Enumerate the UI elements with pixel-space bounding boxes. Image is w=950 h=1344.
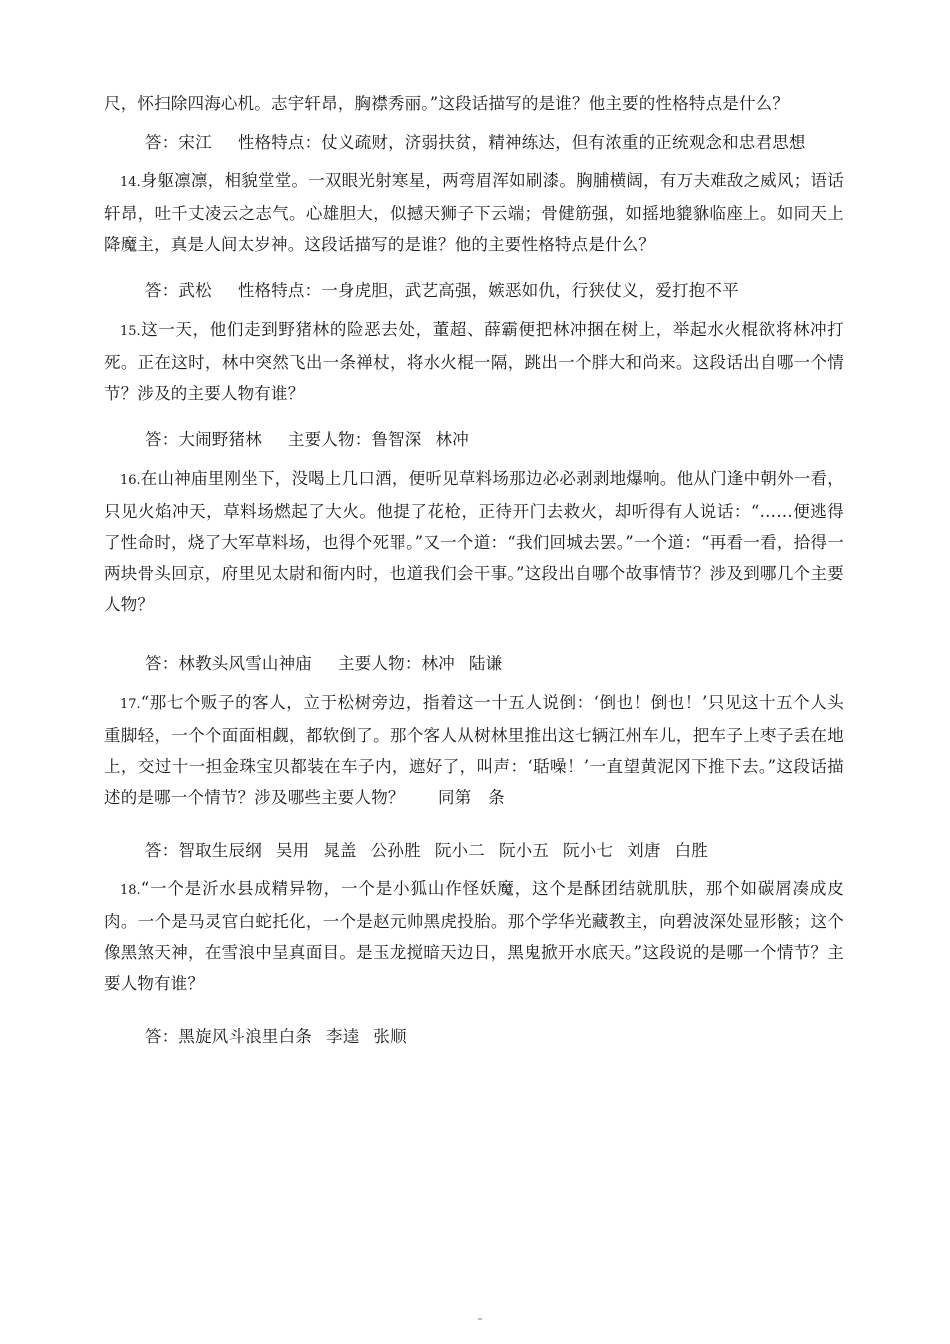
answer-13: 答：宋江 性格特点：仗义疏财，济弱扶贫，精神练达，但有浓重的正统观念和忠君思想	[145, 133, 806, 152]
question-16	[104, 463, 844, 620]
question-number: 18.	[120, 883, 141, 898]
question-number: 15.	[120, 324, 141, 339]
question-13-tail	[104, 88, 844, 119]
question-number: 17.	[120, 697, 141, 712]
answer-16: 答：林教头风雪山神庙 主要人物：林冲 陆谦	[145, 654, 503, 673]
question-number: 14.	[120, 175, 141, 190]
question-text: “一个是沂水县成精异物，一个是小狐山作怪妖魔，这个是酥团结就肌肤，那个如碳屑凑成皮肉。一个是马灵官白蛇托化，一个是赵元帅黑虎投胎。那个学华光藏教主，向碧波深处显形骸；这个像黑煞天神，在雪浪中呈真面目。是玉龙搅暗天边日，黑鬼掀开水底天。”这段说的是哪一个情节？主要人物有谁？	[104, 879, 844, 993]
question-text: 身躯凛凛，相貌堂堂。一双眼光射寒星，两弯眉浑如刷漆。胸脯横阔，有万夫难敌之威风；语话轩昂，吐千丈凌云之志气。心雄胆大，似撼天狮子下云端；骨健筋强，如摇地貔貅临座上。如同天上降魔主，真是人间太岁神。这段话描写的是谁？他的主要性格特点是什么？	[104, 171, 844, 254]
question-text: “那七个贩子的客人，立于松树旁边，指着这一十五人说倒：‘倒也！倒也！’只见这十五个人头重脚轻，一个个面面相觑，都软倒了。那个客人从树林里推出这七辆江州车儿，把车子上枣子丢在地上，交过十一担金珠宝贝都装在车子内，遮好了，叫声：‘聒噪！’一直望黄泥冈下推下去。”这段话描述的是哪一个情节？涉及哪些主要人物？ 同第 条	[104, 693, 844, 807]
answer-14: 答：武松 性格特点：一身虎胆，武艺高强，嫉恶如仇，行狭仗义，爱打抱不平	[145, 281, 739, 300]
question-18	[104, 873, 844, 999]
answer-15: 答：大闹野猪林 主要人物：鲁智深 林冲	[145, 430, 469, 449]
question-14	[104, 165, 844, 260]
question-number: 16.	[120, 473, 141, 488]
answer-17: 答：智取生辰纲 吴用 晁盖 公孙胜 阮小二 阮小五 阮小七 刘唐 白胜	[145, 841, 708, 860]
answer-18: 答：黑旋风斗浪里白条 李逵 张顺	[145, 1027, 407, 1046]
question-text: 这一天，他们走到野猪林的险恶去处，董超、薛霸便把林冲捆在树上，举起水火棍欲将林冲打死。正在这时，林中突然飞出一条禅杖，将水火棍一隔，跳出一个胖大和尚来。这段话出自哪一个情节？涉及的主要人物有谁？	[104, 320, 844, 403]
question-text: 在山神庙里刚坐下，没喝上几口酒，便听见草料场那边必必剥剥地爆响。他从门逢中朝外一看，只见火焰冲天，草料场燃起了大火。他提了花枪，正待开门去救火，却听得有人说话：“……便逃得了性命时，烧了大军草料场，也得个死罪。”又一个道：“我们回城去罢。”一个道：“再看一看，拾得一两块骨头回京，府里见太尉和衙内时，也道我们会干事。”这段出自哪个故事情节？涉及到哪几个主要人物？	[104, 469, 844, 614]
question-text: 尺，怀扫除四海心机。志宇轩昂，胸襟秀丽。”这段话描写的是谁？他主要的性格特点是什么？	[104, 94, 790, 113]
page-footer-mark	[478, 1318, 482, 1320]
question-15	[104, 314, 844, 409]
question-17	[104, 687, 844, 813]
